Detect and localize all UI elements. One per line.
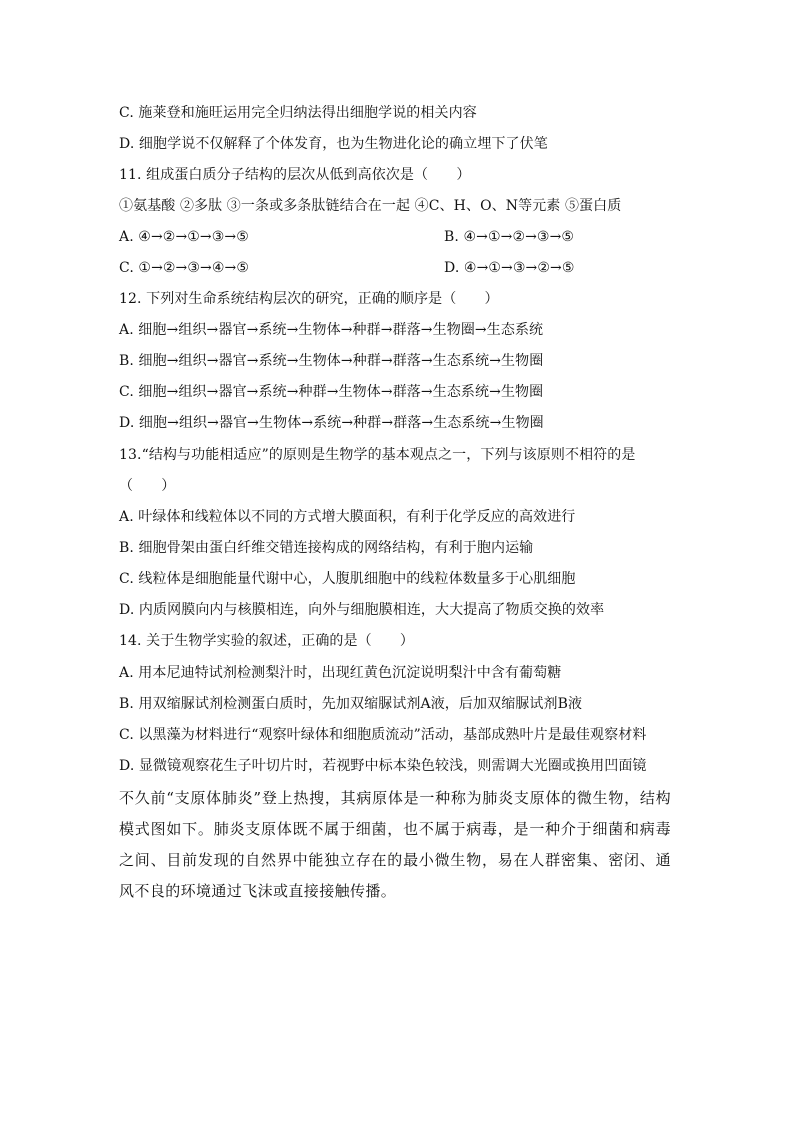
q11-option-a: A. ④→②→①→③→⑤: [119, 229, 249, 245]
q13-option-c: C. 线粒体是细胞能量代谢中心，人腹肌细胞中的线粒体数量多于心肌细胞: [119, 571, 576, 587]
q12-option-a: A. 细胞→组织→器官→系统→生物体→种群→群落→生物圈→生态系统: [119, 322, 544, 338]
q14-option-a: A. 用本尼迪特试剂检测梨汁时，出现红黄色沉淀说明梨汁中含有葡萄糖: [119, 665, 562, 681]
q13-option-a: A. 叶绿体和线粒体以不同的方式增大膜面积，有利于化学反应的高效进行: [119, 509, 576, 525]
q12-option-d: D. 细胞→组织→器官→生物体→系统→种群→群落→生态系统→生物圈: [119, 415, 544, 431]
passage-paragraph: 不久前“支原体肺炎”登上热搜，其病原体是一种称为肺炎支原体的微生物，结构模式图如下。肺炎支原体既不属于细菌，也不属于病毒，是一种介于细菌和病毒之间、目前发现的自然界中能独立存在的最小微生物，易在人群密集、密闭、通风不良的环境通过飞沫或直接接触传播。: [119, 789, 671, 900]
q13-answer-paren: （ ）: [119, 478, 176, 494]
q10-option-d: D. 细胞学说不仅解释了个体发育，也为生物进化论的确立埋下了伏笔: [119, 136, 548, 152]
q13-option-d: D. 内质网膜向内与核膜相连，向外与细胞膜相连，大大提高了物质交换的效率: [119, 602, 605, 618]
q12-option-c: C. 细胞→组织→器官→系统→种群→生物体→群落→生态系统→生物圈: [119, 384, 544, 400]
q14-option-b: B. 用双缩脲试剂检测蛋白质时，先加双缩脲试剂A液，后加双缩脲试剂B液: [119, 696, 583, 712]
q12-stem: 12. 下列对生命系统结构层次的研究，正确的顺序是（ ）: [119, 291, 499, 307]
q11-option-c: C. ①→②→③→④→⑤: [119, 260, 249, 276]
q10-option-c: C. 施莱登和施旺运用完全归纳法得出细胞学说的相关内容: [119, 105, 477, 121]
q13-stem: 13.“结构与功能相适应”的原则是生物学的基本观点之一，下列与该原则不相符的是: [119, 447, 636, 463]
q13-option-b: B. 细胞骨架由蛋白纤维交错连接构成的网络结构，有利于胞内运输: [119, 540, 534, 556]
q14-option-d: D. 显微镜观察花生子叶切片时，若视野中标本染色较浅，则需调大光圈或换用凹面镜: [119, 758, 647, 774]
q11-option-b: B. ④→①→②→③→⑤: [444, 229, 575, 245]
q11-items: ①氨基酸 ②多肽 ③一条或多条肽链结合在一起 ④C、H、O、N等元素 ⑤蛋白质: [119, 198, 622, 214]
q14-option-c: C. 以黑藻为材料进行“观察叶绿体和细胞质流动”活动，基部成熟叶片是最佳观察材料: [119, 727, 647, 743]
q12-option-b: B. 细胞→组织→器官→系统→生物体→种群→群落→生态系统→生物圈: [119, 353, 544, 369]
q11-option-d: D. ④→①→③→②→⑤: [444, 260, 575, 276]
q14-stem: 14. 关于生物学实验的叙述，正确的是（ ）: [119, 633, 415, 649]
q11-stem: 11. 组成蛋白质分子结构的层次从低到高依次是（ ）: [119, 167, 471, 183]
